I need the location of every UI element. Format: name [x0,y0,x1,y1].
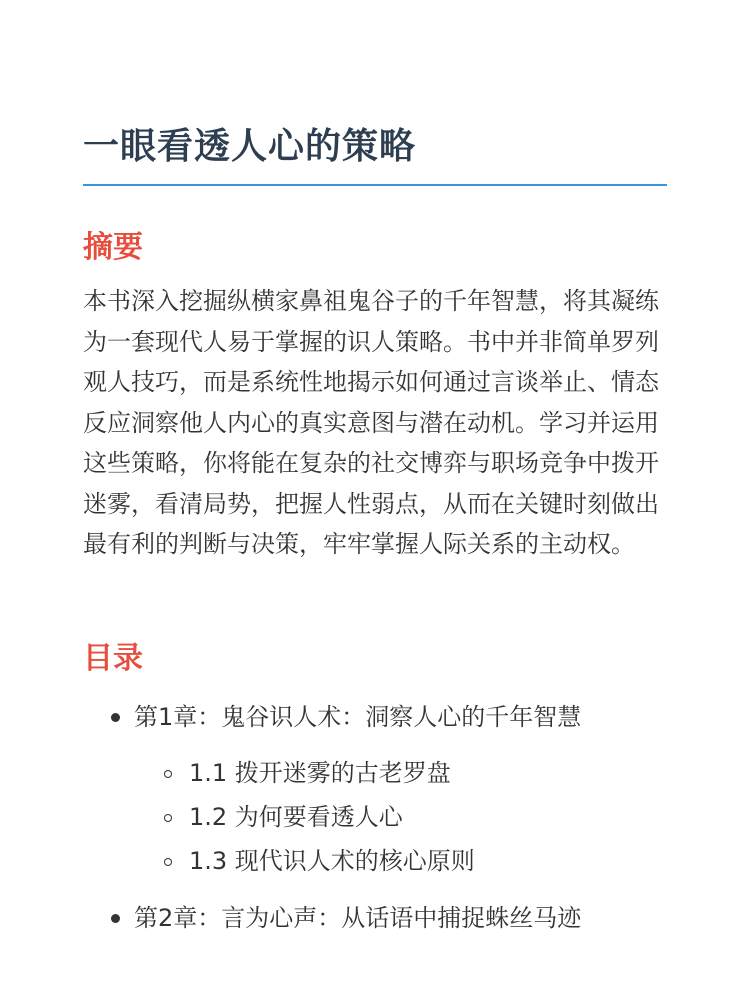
toc-item-label: 1.1 拨开迷雾的古老罗盘 [189,759,451,787]
bullet-disc-icon [111,713,120,722]
toc-item-label: 第2章：言为心声：从话语中捕捉蛛丝马迹 [134,904,582,932]
bullet-disc-icon [111,914,120,923]
bullet-circle-icon [164,858,172,866]
page-title: 一眼看透人心的策略 [83,126,417,167]
toc-item-label: 1.2 为何要看透人心 [189,803,403,831]
summary-heading: 摘要 [83,230,143,265]
title-divider [83,184,667,186]
toc-item-label: 1.3 现代识人术的核心原则 [189,847,475,875]
bullet-circle-icon [164,770,172,778]
bullet-circle-icon [164,814,172,822]
toc-heading: 目录 [83,641,143,676]
toc-item-label: 第1章：鬼谷识人术：洞察人心的千年智慧 [134,703,582,731]
summary-text: 本书深入挖掘纵横家鼻祖鬼谷子的千年智慧，将其凝练为一套现代人易于掌握的识人策略。书中并非简单罗列观人技巧，而是系统性地揭示如何通过言谈举止、情态反应洞察他人内心的真实意图与潜在动机。学习并运用这些策略，你将能在复杂的社交博弈与职场竞争中拨开迷雾，看清局势，把握人性弱点，从而在关键时刻做出最有利的判断与决策，牢牢掌握人际关系的主动权。 [83,287,659,558]
